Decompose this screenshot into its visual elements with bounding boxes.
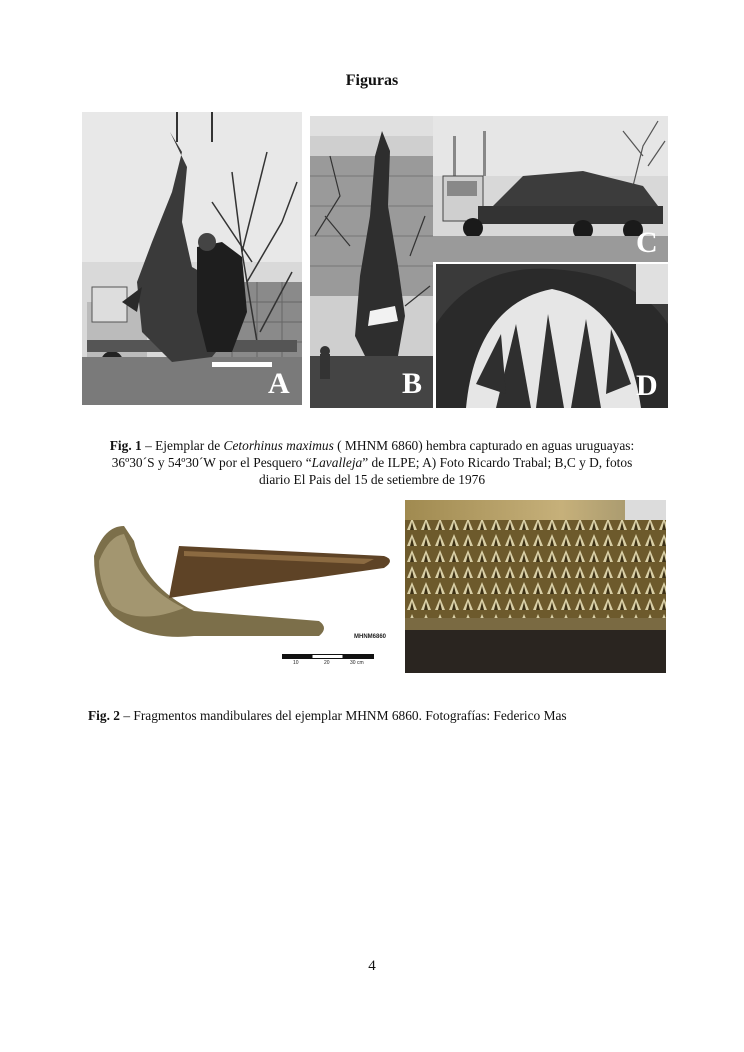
figure2-scale-label-30: 30 cm (350, 660, 364, 666)
figure1-caption-line2-start: 36º30´S y 54º30´W por el Pesquero “ (111, 455, 312, 470)
figure1-photo-c (433, 116, 668, 262)
figure2-photo-teeth-closeup (405, 500, 666, 673)
figure2-caption-label: Fig. 2 (88, 708, 120, 723)
figure1-caption-line1 (40, 437, 704, 454)
figure2-caption-text: – Fragmentos mandibulares del ejemplar MHNM 6860. Fotografías: Federico Mas (120, 708, 567, 723)
page-title: Figuras (345, 72, 399, 89)
figure1-photo-d (436, 264, 668, 408)
page-number: 4 (368, 958, 376, 974)
figure1-photo-b (310, 116, 433, 408)
figure1-caption-vessel: Lavalleja (311, 455, 363, 470)
figure1-caption-line3: diario El Pais del 15 de setiembre de 1976 (258, 472, 486, 487)
figure1-caption (40, 437, 704, 488)
figure1-caption-line2-end: ” de ILPE; A) Foto Ricardo Trabal; B,C y D, fotos (362, 455, 633, 470)
figure1-caption-line2 (40, 454, 704, 471)
figure1-caption-part1: ( MHNM 6860) hembra capturado en aguas uruguayas: (333, 438, 635, 453)
figure2-photo-jaw-fragments (84, 516, 402, 671)
figure1-panel-letter-c: C (636, 226, 658, 259)
figure1-panel-letter-d: D (636, 369, 658, 402)
figure1-caption-dash: – Ejemplar de (141, 438, 224, 453)
figure1-photo-a (82, 112, 302, 405)
figure2-scale-bar (282, 654, 374, 659)
figure1-caption-label: Fig. 1 (109, 438, 142, 453)
figure2-specimen-label: MHNM6860 (354, 634, 387, 640)
figure2-scale-label-20: 20 (324, 660, 330, 666)
figure1-caption-species: Cetorhinus maximus (223, 438, 334, 453)
figure1-panel-letter-b: B (402, 367, 423, 400)
figure2-caption (88, 707, 708, 724)
figure2-scale-label-10: 10 (293, 660, 299, 666)
figure1-panel-letter-a: A (268, 367, 290, 400)
